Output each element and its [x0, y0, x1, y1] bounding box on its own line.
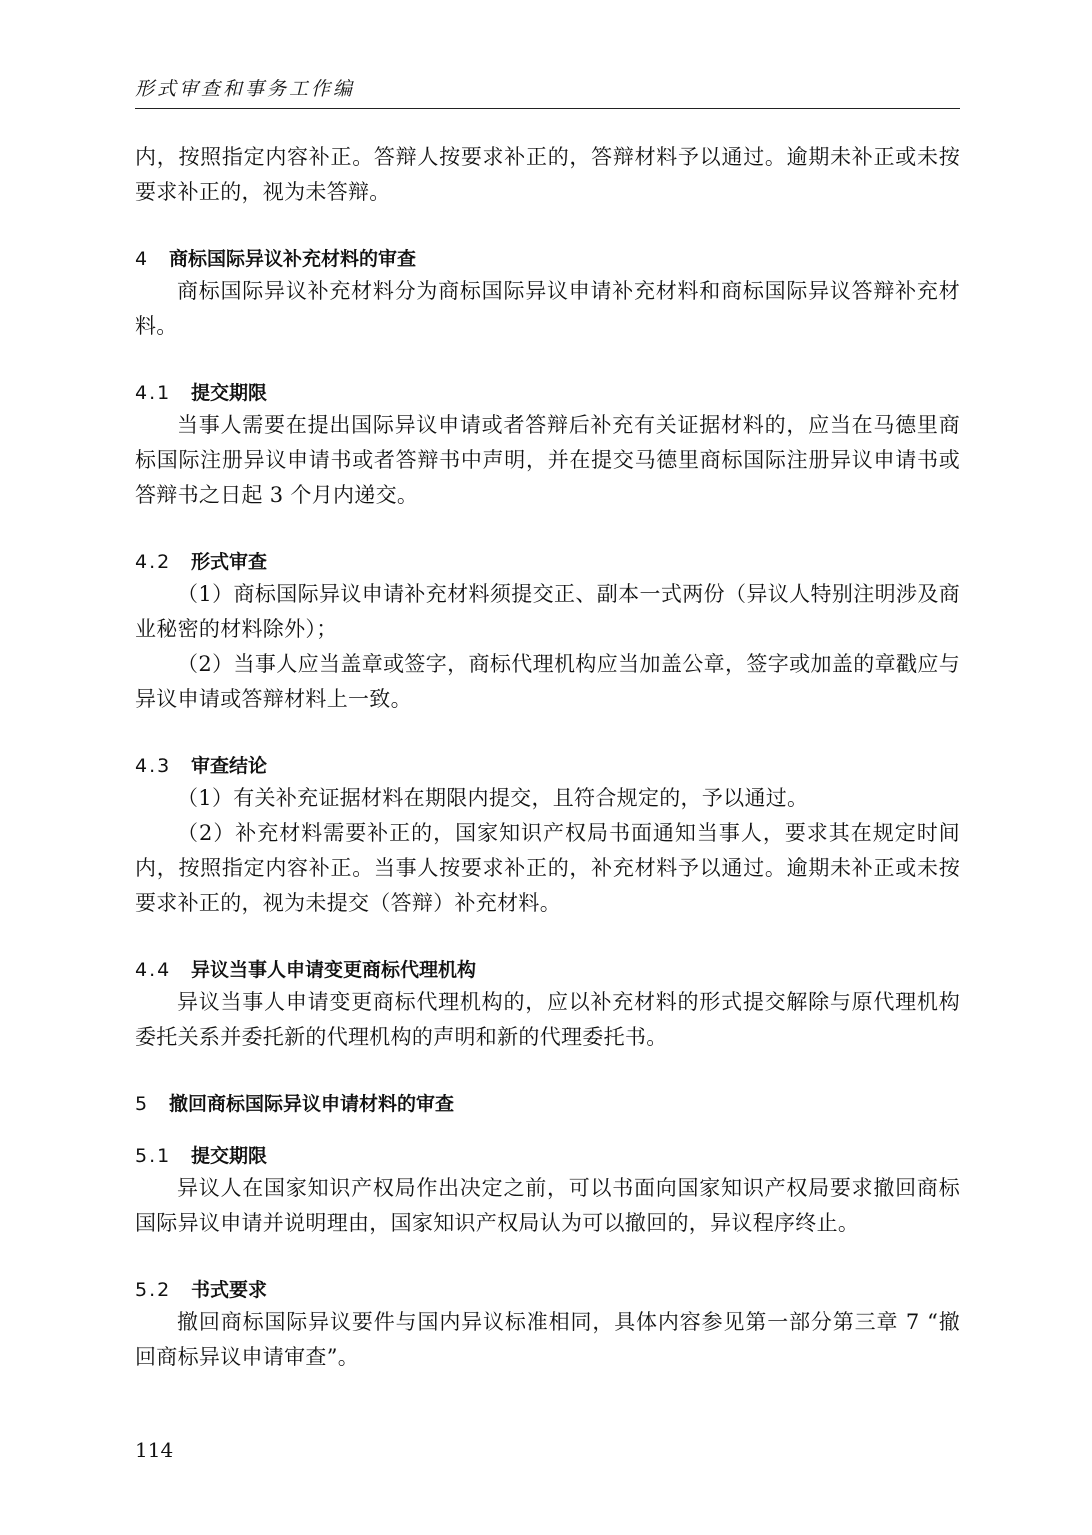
- section-number: 4.4: [135, 959, 172, 981]
- paragraph-continued: 内，按照指定内容补正。答辩人按要求补正的，答辩材料予以通过。逾期未补正或未按要求补正的，视为未答辩。: [135, 145, 960, 204]
- section-heading-4-3: [135, 751, 960, 781]
- section-number: 5.1: [135, 1145, 172, 1167]
- section-title: 提交期限: [191, 382, 268, 404]
- section-title: 商标国际异议补充材料的审查: [169, 248, 417, 270]
- list-item: （1）有关补充证据材料在期限内提交，且符合规定的，予以通过。: [177, 786, 809, 810]
- list-item: （2）当事人应当盖章或签字，商标代理机构应当加盖公章，签字或加盖的章戳应与异议申请或答辩材料上一致。: [135, 652, 960, 711]
- section-heading-4-4: [135, 955, 960, 985]
- section-heading-5-2: [135, 1275, 960, 1305]
- section-heading-4-2: [135, 547, 960, 577]
- section-title: 撤回商标国际异议申请材料的审查: [169, 1093, 455, 1115]
- page-body: [135, 140, 960, 1375]
- section-heading-4: [135, 244, 960, 274]
- section-number: 4.1: [135, 382, 172, 404]
- section-number: 5.2: [135, 1279, 172, 1301]
- section-heading-5-1: [135, 1141, 960, 1171]
- header-title: 形式审查和事务工作编: [135, 78, 356, 100]
- paragraph: 当事人需要在提出国际异议申请或者答辩后补充有关证据材料的，应当在马德里商标国际注册异议申请书或者答辩书中声明，并在提交马德里商标国际注册异议申请书或答辩书之日起 3 个月内递交。: [135, 413, 960, 507]
- section-title: 形式审查: [191, 551, 268, 573]
- section-title: 异议当事人申请变更商标代理机构: [191, 959, 477, 981]
- section-heading-5: [135, 1089, 960, 1119]
- list-item: （1）商标国际异议申请补充材料须提交正、副本一式两份（异议人特别注明涉及商业秘密的材料除外）；: [135, 582, 960, 641]
- section-title: 提交期限: [191, 1145, 268, 1167]
- section-title: 书式要求: [191, 1279, 268, 1301]
- running-header: [135, 72, 960, 109]
- paragraph: 异议人在国家知识产权局作出决定之前，可以书面向国家知识产权局要求撤回商标国际异议申请并说明理由，国家知识产权局认为可以撤回的，异议程序终止。: [135, 1176, 960, 1235]
- section-number: 4: [135, 248, 148, 270]
- section-heading-4-1: [135, 378, 960, 408]
- list-item: （2）补充材料需要补正的，国家知识产权局书面通知当事人，要求其在规定时间内，按照指定内容补正。当事人按要求补正的，补充材料予以通过。逾期未补正或未按要求补正的，视为未提交（答辩）补充材料。: [135, 821, 960, 915]
- paragraph: 商标国际异议补充材料分为商标国际异议申请补充材料和商标国际异议答辩补充材料。: [135, 279, 960, 338]
- section-number: 4.3: [135, 755, 172, 777]
- section-title: 审查结论: [191, 755, 268, 777]
- section-number: 5: [135, 1093, 148, 1115]
- page-number: 114: [135, 1438, 174, 1462]
- section-number: 4.2: [135, 551, 172, 573]
- paragraph: 异议当事人申请变更商标代理机构的，应以补充材料的形式提交解除与原代理机构委托关系并委托新的代理机构的声明和新的代理委托书。: [135, 990, 960, 1049]
- paragraph: 撤回商标国际异议要件与国内异议标准相同，具体内容参见第一部分第三章 7 “撤回商标异议申请审查”。: [135, 1310, 960, 1369]
